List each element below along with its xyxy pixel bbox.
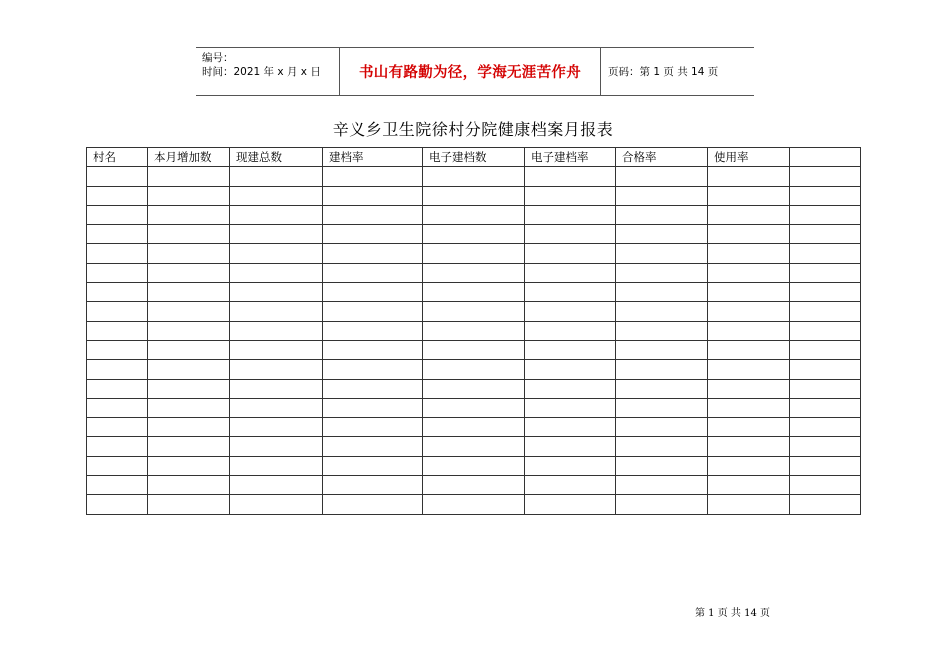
table-cell — [790, 340, 861, 359]
table-cell — [708, 205, 790, 224]
table-cell — [230, 321, 323, 340]
table-cell — [87, 283, 148, 302]
table-row — [87, 456, 861, 475]
table-cell — [323, 244, 423, 263]
table-cell — [87, 340, 148, 359]
table-cell — [148, 456, 230, 475]
table-cell — [423, 205, 525, 224]
table-cell — [323, 437, 423, 456]
table-row — [87, 186, 861, 205]
table-cell — [230, 340, 323, 359]
table-cell — [525, 244, 616, 263]
table-cell — [616, 186, 708, 205]
table-row — [87, 321, 861, 340]
table-cell — [87, 225, 148, 244]
table-cell — [616, 225, 708, 244]
table-row — [87, 225, 861, 244]
table-cell — [790, 398, 861, 417]
table-cell — [616, 456, 708, 475]
table-cell — [790, 167, 861, 186]
table-cell — [525, 495, 616, 514]
report-table — [86, 147, 861, 515]
table-cell — [708, 495, 790, 514]
table-cell — [230, 186, 323, 205]
table-cell — [323, 225, 423, 244]
number-label: 编号： — [202, 52, 234, 64]
table-cell — [323, 360, 423, 379]
table-cell — [423, 418, 525, 437]
table-cell — [525, 379, 616, 398]
table-cell — [423, 186, 525, 205]
table-cell — [525, 398, 616, 417]
table-cell — [708, 283, 790, 302]
table-cell — [87, 167, 148, 186]
table-cell — [708, 244, 790, 263]
table-cell — [230, 283, 323, 302]
table-cell — [323, 283, 423, 302]
table-cell — [148, 476, 230, 495]
table-cell — [790, 225, 861, 244]
table-cell — [423, 360, 525, 379]
table-cell — [708, 360, 790, 379]
table-cell — [87, 321, 148, 340]
document-header — [196, 47, 754, 96]
table-cell — [790, 437, 861, 456]
table-cell — [323, 495, 423, 514]
table-cell — [708, 398, 790, 417]
table-cell — [790, 244, 861, 263]
table-row — [87, 379, 861, 398]
table-cell — [708, 437, 790, 456]
header-page-cell — [601, 48, 754, 95]
table-cell — [790, 263, 861, 282]
table-cell — [87, 495, 148, 514]
table-cell — [148, 418, 230, 437]
table-cell — [708, 186, 790, 205]
table-row — [87, 302, 861, 321]
table-cell — [148, 205, 230, 224]
table-body — [87, 167, 861, 514]
table-row — [87, 283, 861, 302]
table-cell — [148, 225, 230, 244]
table-cell — [87, 360, 148, 379]
table-cell — [230, 263, 323, 282]
table-header-row — [87, 148, 861, 167]
header-motto-cell — [339, 48, 601, 95]
table-cell — [323, 340, 423, 359]
table-row — [87, 360, 861, 379]
table-cell — [423, 398, 525, 417]
table-cell — [790, 418, 861, 437]
table-cell — [323, 263, 423, 282]
table-cell — [525, 340, 616, 359]
table-cell — [87, 437, 148, 456]
table-cell — [790, 476, 861, 495]
table-row — [87, 437, 861, 456]
table-cell — [525, 476, 616, 495]
page-label: 页码：第 1 页 共 14 页 — [608, 66, 719, 78]
table-cell — [708, 263, 790, 282]
table-cell — [423, 476, 525, 495]
table-cell — [423, 244, 525, 263]
footer-page-number: 第 1 页 共 14 页 — [695, 608, 770, 619]
table-cell — [230, 456, 323, 475]
col-usage-rate: 使用率 — [708, 148, 790, 167]
table-cell — [525, 283, 616, 302]
col-filing-rate: 建档率 — [323, 148, 423, 167]
col-electronic-rate: 电子建档率 — [525, 148, 616, 167]
table-cell — [423, 225, 525, 244]
table-cell — [790, 495, 861, 514]
table-cell — [87, 244, 148, 263]
table-row — [87, 418, 861, 437]
table-cell — [790, 321, 861, 340]
table-cell — [616, 418, 708, 437]
table-cell — [148, 244, 230, 263]
table-cell — [616, 495, 708, 514]
table-cell — [323, 302, 423, 321]
col-village-name: 村名 — [87, 148, 148, 167]
table-cell — [790, 302, 861, 321]
table-cell — [616, 205, 708, 224]
table-cell — [148, 437, 230, 456]
table-cell — [230, 437, 323, 456]
table-cell — [708, 302, 790, 321]
table-cell — [148, 302, 230, 321]
table-cell — [423, 263, 525, 282]
table-cell — [423, 495, 525, 514]
table-cell — [423, 321, 525, 340]
table-cell — [616, 360, 708, 379]
table-cell — [708, 379, 790, 398]
table-cell — [230, 167, 323, 186]
table-cell — [423, 340, 525, 359]
table-cell — [790, 360, 861, 379]
table-cell — [790, 186, 861, 205]
table-cell — [525, 263, 616, 282]
table-cell — [323, 205, 423, 224]
table-cell — [616, 398, 708, 417]
table-cell — [525, 418, 616, 437]
table-cell — [87, 263, 148, 282]
table-cell — [148, 167, 230, 186]
table-cell — [423, 302, 525, 321]
motto-text: 书山有路勤为径，学海无涯苦作舟 — [359, 65, 581, 81]
table-cell — [616, 437, 708, 456]
table-cell — [323, 398, 423, 417]
header-meta — [196, 48, 339, 95]
table-cell — [616, 379, 708, 398]
table-cell — [525, 186, 616, 205]
table-cell — [708, 418, 790, 437]
table-cell — [525, 225, 616, 244]
table-cell — [323, 167, 423, 186]
table-cell — [87, 418, 148, 437]
table-row — [87, 167, 861, 186]
table-cell — [148, 340, 230, 359]
table-cell — [708, 225, 790, 244]
table-cell — [230, 379, 323, 398]
table-cell — [616, 263, 708, 282]
table-cell — [525, 437, 616, 456]
table-cell — [230, 205, 323, 224]
table-cell — [148, 398, 230, 417]
table-cell — [323, 379, 423, 398]
table-cell — [87, 302, 148, 321]
table-cell — [423, 283, 525, 302]
table-cell — [525, 167, 616, 186]
table-cell — [148, 186, 230, 205]
table-cell — [323, 321, 423, 340]
table-cell — [87, 476, 148, 495]
table-cell — [87, 398, 148, 417]
table-cell — [708, 340, 790, 359]
table-cell — [790, 379, 861, 398]
table-cell — [790, 205, 861, 224]
table-cell — [708, 167, 790, 186]
table-cell — [423, 437, 525, 456]
table-cell — [230, 476, 323, 495]
table-cell — [525, 360, 616, 379]
table-cell — [616, 340, 708, 359]
table-cell — [323, 476, 423, 495]
table-row — [87, 340, 861, 359]
table-cell — [790, 283, 861, 302]
col-blank — [790, 148, 861, 167]
table-cell — [525, 205, 616, 224]
table-cell — [148, 495, 230, 514]
col-qualified-rate: 合格率 — [616, 148, 708, 167]
col-electronic-count: 电子建档数 — [423, 148, 525, 167]
table-cell — [230, 418, 323, 437]
table-row — [87, 205, 861, 224]
table-cell — [708, 476, 790, 495]
table-cell — [148, 379, 230, 398]
table-cell — [616, 167, 708, 186]
table-cell — [230, 398, 323, 417]
table-cell — [525, 321, 616, 340]
table-row — [87, 244, 861, 263]
table-cell — [423, 167, 525, 186]
table-cell — [148, 321, 230, 340]
table-row — [87, 398, 861, 417]
table-cell — [323, 456, 423, 475]
col-monthly-increase: 本月增加数 — [148, 148, 230, 167]
table-cell — [230, 244, 323, 263]
table-cell — [616, 244, 708, 263]
table-cell — [423, 379, 525, 398]
table-cell — [616, 476, 708, 495]
table-cell — [323, 418, 423, 437]
table-cell — [616, 283, 708, 302]
table-cell — [87, 379, 148, 398]
table-cell — [230, 225, 323, 244]
table-cell — [87, 205, 148, 224]
table-cell — [148, 360, 230, 379]
table-cell — [790, 456, 861, 475]
report-title: 辛义乡卫生院徐村分院健康档案月报表 — [332, 120, 614, 139]
table-cell — [323, 186, 423, 205]
time-label: 时间：2021 年 x 月 x 日 — [202, 66, 321, 78]
table-cell — [525, 456, 616, 475]
table-cell — [148, 263, 230, 282]
table-cell — [148, 283, 230, 302]
table-cell — [708, 321, 790, 340]
table-cell — [616, 302, 708, 321]
table-cell — [616, 321, 708, 340]
col-current-total: 现建总数 — [230, 148, 323, 167]
table-cell — [87, 456, 148, 475]
table-cell — [423, 456, 525, 475]
table-row — [87, 476, 861, 495]
table-cell — [230, 360, 323, 379]
table-cell — [87, 186, 148, 205]
table-row — [87, 263, 861, 282]
table-cell — [708, 456, 790, 475]
table-cell — [525, 302, 616, 321]
table-cell — [230, 495, 323, 514]
table-row — [87, 495, 861, 514]
table-cell — [230, 302, 323, 321]
